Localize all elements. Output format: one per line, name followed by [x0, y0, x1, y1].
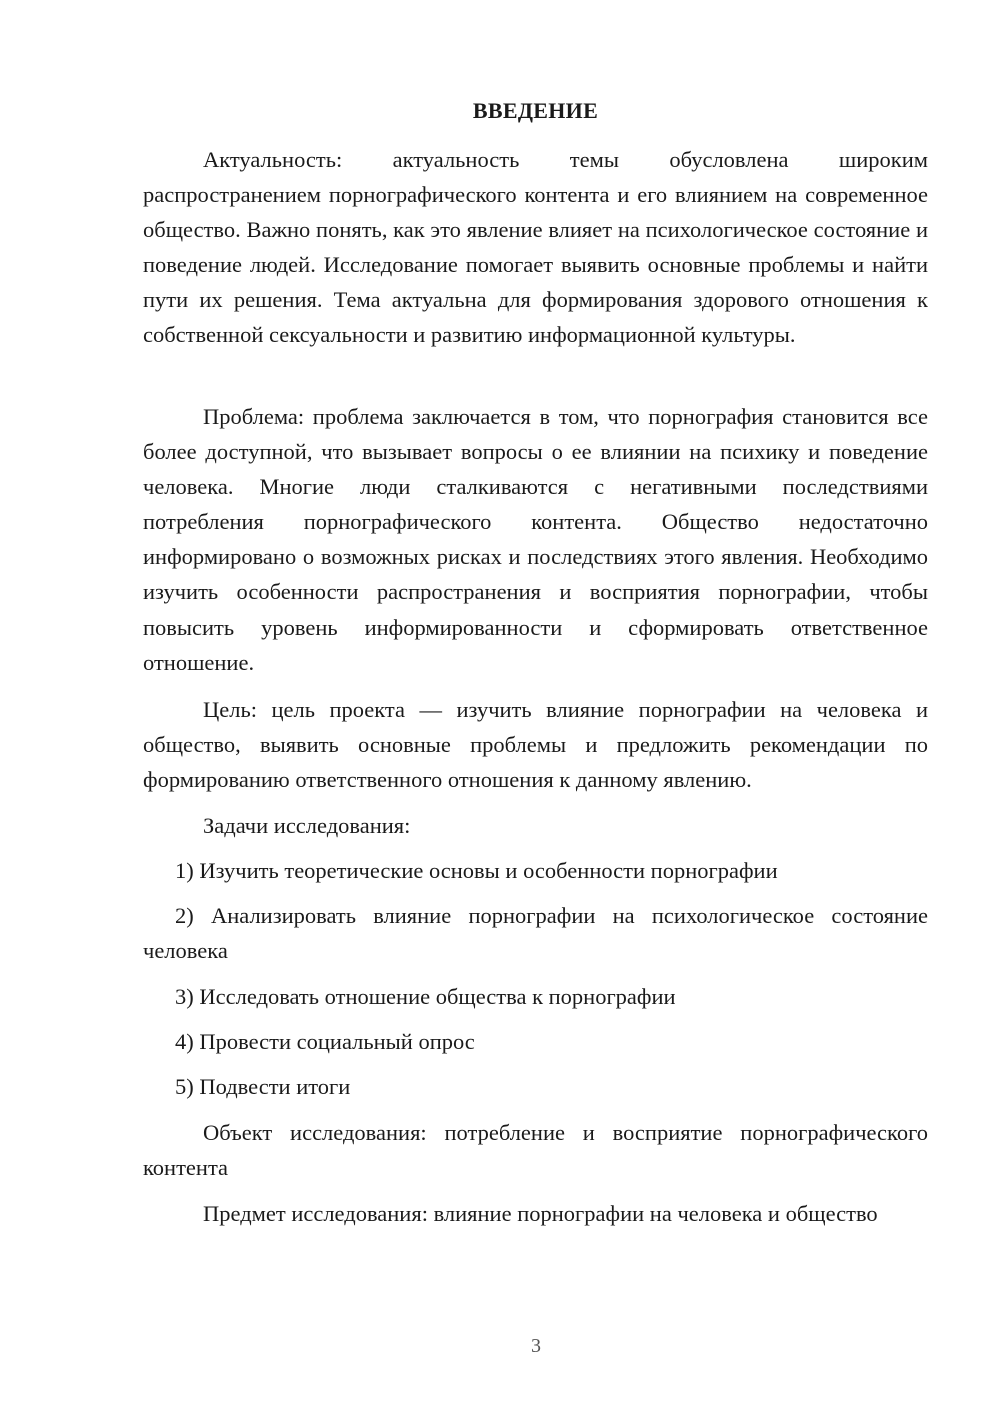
page-number: 3	[531, 1335, 541, 1357]
paragraph-subject: Предмет исследования: влияние порнографии на человека и общество	[203, 1201, 878, 1226]
task-item-3: 3) Исследовать отношение общества к порнографии	[175, 984, 676, 1009]
paragraph-problem: Проблема: проблема заключается в том, что порнография становится все более доступной, что вызывает вопросы о ее влиянии на психику и поведение человека. Многие люди сталкиваются с негативными последствиями потребления порнографического контента. Общество недостаточно информировано о возможных рисках и последствиях этого явления. Необходимо изучить особенности распространения и восприятия порнографии, чтобы повысить уровень информированности и сформировать ответственное отношение.	[143, 404, 928, 675]
tasks-title: Задачи исследования:	[203, 813, 411, 838]
page-heading: ВВЕДЕНИЕ	[472, 98, 599, 123]
task-item-5: 5) Подвести итоги	[175, 1074, 351, 1099]
paragraph-goal: Цель: цель проекта — изучить влияние порнографии на человека и общество, выявить основные проблемы и предложить рекомендации по формированию ответственного отношения к данному явлению.	[143, 697, 928, 793]
task-item-4: 4) Провести социальный опрос	[175, 1029, 475, 1054]
paragraph-actuality: Актуальность: актуальность темы обусловлена широким распространением порнографического контента и его влиянием на современное общество. Важно понять, как это явление влияет на психологическое состояние и поведение людей. Исследование помогает выявить основные проблемы и найти пути их решения. Тема актуальна для формирования здорового отношения к собственной сексуальности и развитию информационной культуры.	[143, 147, 928, 348]
task-item-1: 1) Изучить теоретические основы и особенности порнографии	[175, 858, 778, 883]
task-item-2: 2) Анализировать влияние порнографии на психологическое состояние человека	[143, 903, 928, 964]
paragraph-object: Объект исследования: потребление и восприятие порнографического контента	[143, 1120, 928, 1181]
